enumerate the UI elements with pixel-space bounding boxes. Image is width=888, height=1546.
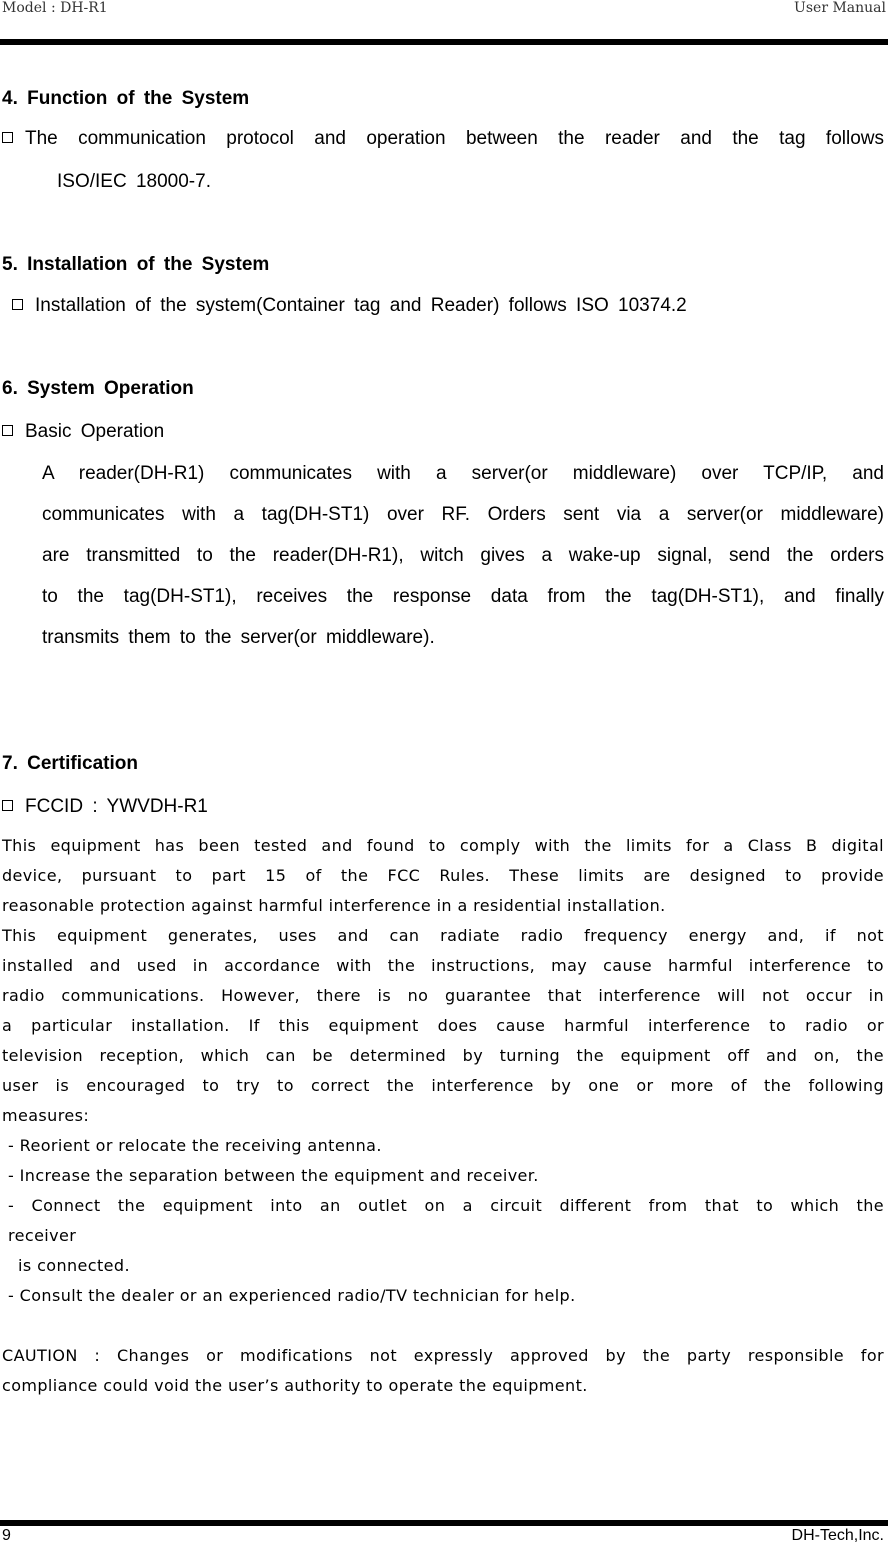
section-7-title: 7. Certification [2, 753, 138, 774]
fcc-para2-line-1: This equipment generates, uses and can radiate radio frequency energy and, if not [2, 926, 884, 945]
section-4-title: 4. Function of the System [2, 88, 250, 109]
caution-line-2: compliance could void the user’s authority to operate the equipment. [2, 1376, 588, 1395]
fccid-line: FCCID : YWVDH-R1 [2, 796, 208, 818]
measure-item-1: - Reorient or relocate the receiving antenna. [8, 1136, 382, 1155]
measure-item-3-line-1: - Connect the equipment into an outlet on a circuit different from that to which the [8, 1196, 884, 1215]
page-number: 9 [2, 1527, 11, 1544]
section-6-title: 6. System Operation [2, 378, 194, 399]
fcc-para1-line-2: device, pursuant to part 15 of the FCC Rules. These limits are designed to provide [2, 866, 884, 885]
section-5-line-1: Installation of the system(Container tag and Reader) follows ISO 10374.2 [12, 295, 687, 317]
section-4-line-1: The communication protocol and operation between the reader and the tag follows [2, 128, 884, 150]
footer-rule [0, 1520, 888, 1526]
page-header [0, 0, 888, 20]
fcc-para2-line-5: television reception, which can be determined by turning the equipment off and on, the [2, 1046, 884, 1065]
checkbox-bullet-icon [2, 132, 13, 143]
section-5-title: 5. Installation of the System [2, 254, 270, 275]
fcc-para2-line-4: a particular installation. If this equipment does cause harmful interference to radio or [2, 1016, 884, 1035]
fcc-para2-line-7: measures: [2, 1106, 90, 1125]
section-6-para-line-5: transmits them to the server(or middleware). [42, 627, 435, 648]
caution-line-1: CAUTION : Changes or modifications not expressly approved by the party responsible for [2, 1346, 884, 1365]
section-6-para-line-2: communicates with a tag(DH-ST1) over RF. Orders sent via a server(or middleware) [42, 504, 884, 525]
header-rule [0, 39, 888, 45]
section-6-para-line-4: to the tag(DH-ST1), receives the response data from the tag(DH-ST1), and finally [42, 586, 884, 607]
checkbox-bullet-icon [2, 425, 13, 436]
fcc-para1-line-1: This equipment has been tested and found to comply with the limits for a Class B digital [2, 836, 884, 855]
header-model: Model : DH-R1 [2, 0, 108, 16]
fcc-para2-line-2: installed and used in accordance with the instructions, may cause harmful interference to [2, 956, 884, 975]
section-6-para-line-3: are transmitted to the reader(DH-R1), witch gives a wake-up signal, send the orders [42, 545, 884, 566]
fcc-para2-line-3: radio communications. However, there is no guarantee that interference will not occur in [2, 986, 884, 1005]
checkbox-bullet-icon [12, 299, 23, 310]
measure-item-3-line-3: is connected. [18, 1256, 130, 1275]
checkbox-bullet-icon [2, 800, 13, 811]
fcc-para2-line-6: user is encouraged to try to correct the interference by one or more of the following [2, 1076, 884, 1095]
section-6-subtitle: Basic Operation [2, 421, 164, 443]
footer-company: DH-Tech,Inc. [791, 1527, 884, 1544]
header-title: User Manual [794, 0, 886, 16]
section-6-para-line-1: A reader(DH-R1) communicates with a server(or middleware) over TCP/IP, and [42, 463, 884, 484]
section-4-line-2: ISO/IEC 18000-7. [57, 171, 211, 192]
fcc-para1-line-3: reasonable protection against harmful interference in a residential installation. [2, 896, 666, 915]
measure-item-2: - Increase the separation between the equipment and receiver. [8, 1166, 539, 1185]
measure-item-3-line-2: receiver [8, 1226, 77, 1245]
measure-item-4: - Consult the dealer or an experienced radio/TV technician for help. [8, 1286, 576, 1305]
